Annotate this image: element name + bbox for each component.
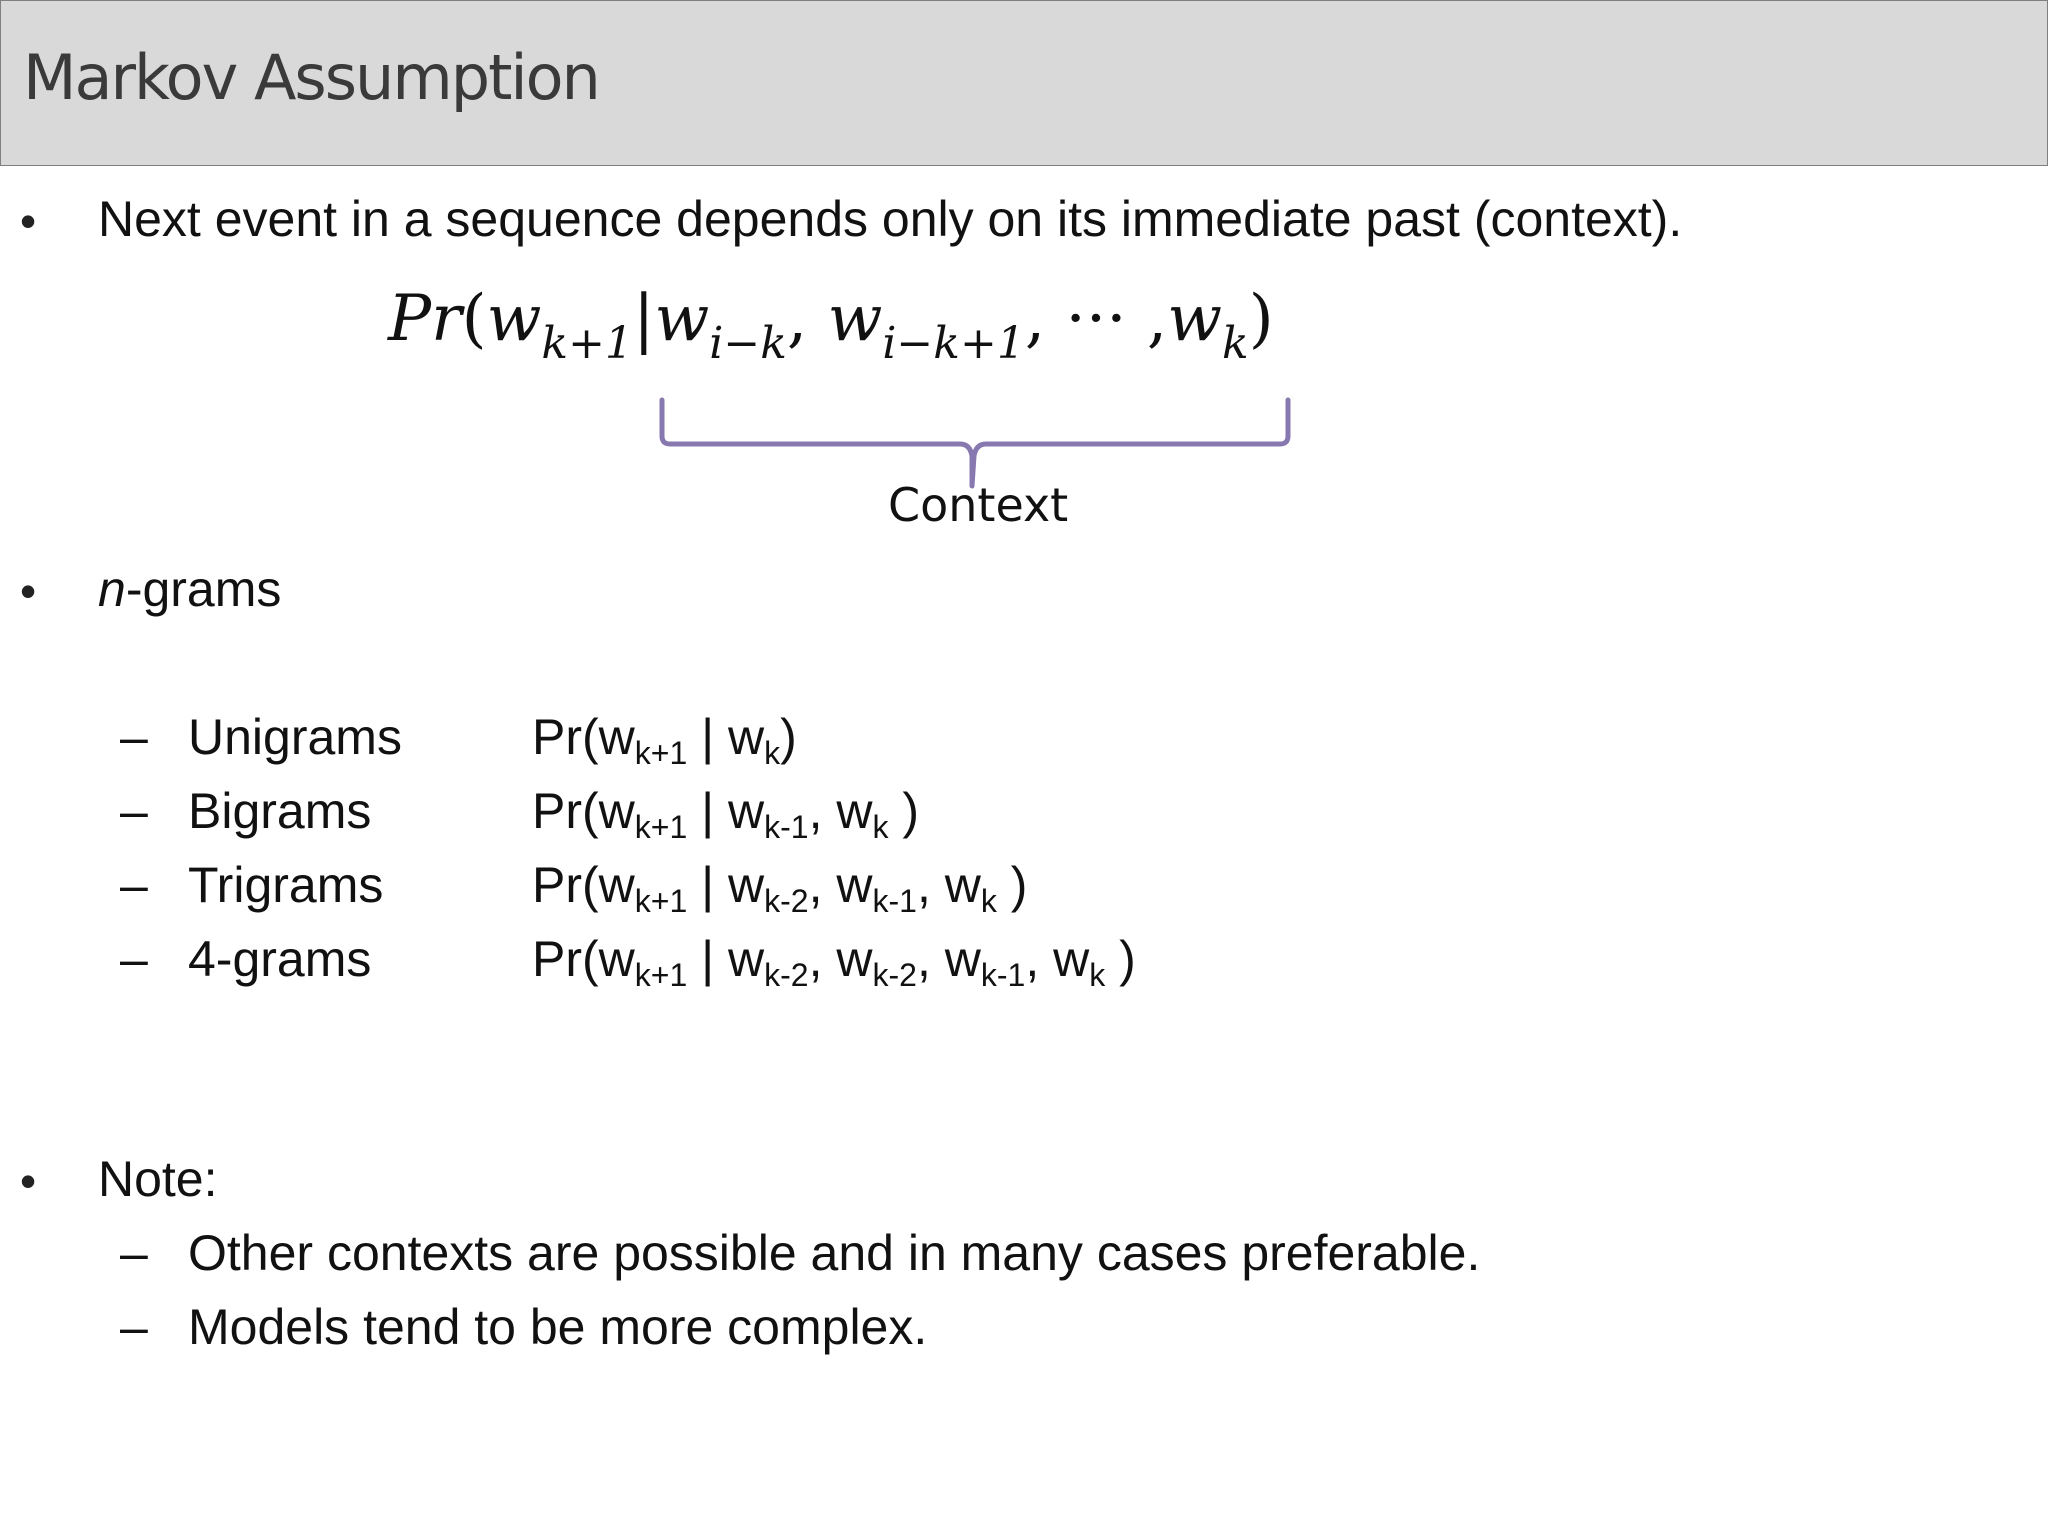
ngram-expr-subscript: k-1 [872,883,917,919]
ngram-name: Unigrams [188,709,402,765]
bullet-text-markov: Next event in a sequence depends only on its immediate past (context). [98,191,1683,247]
ngram-expression [532,856,1028,919]
ngram-expr-text: | w [687,857,765,913]
ngrams-italic-n: n [98,561,126,617]
ngram-expr-text: , w [916,931,981,987]
note-text-1: Other contexts are possible and in many cases preferable. [188,1225,1481,1281]
ngram-expr-subscript: k-2 [872,957,917,993]
formula-sub-1: i−k [709,318,787,369]
bullet-marker-2: • [20,565,37,617]
formula-w-2: w [827,282,883,356]
ngram-expr-text: ) [780,709,797,765]
ngram-dash: – [120,709,148,765]
ngram-expression [532,708,797,771]
ngram-expr-text: | w [687,709,765,765]
formula-dots: ··· [1065,282,1127,356]
formula-comma-2: , [1024,282,1046,356]
ngram-expr-subscript: k [872,809,889,845]
ngram-expr-prefix: Pr(w [532,783,635,839]
ngram-expr-text: | w [687,931,765,987]
ngram-expr-subscript: k-1 [764,809,809,845]
formula-sub-2: i−k+1 [882,318,1025,369]
ngram-dash: – [120,783,148,839]
ngram-expr-prefix: Pr(w [532,931,635,987]
slide-title: Markov Assumption [23,41,599,114]
ngram-expr-prefix: Pr(w [532,857,635,913]
bullet-text-ngrams [98,560,281,618]
ngram-expr-text: , w [1025,931,1090,987]
ngram-expr-text: , w [808,931,873,987]
ngram-expr-text: ) [1105,931,1136,987]
formula-sub-last: k [1222,318,1249,369]
ngram-expr-text: , w [808,857,873,913]
formula-w-last: w [1167,282,1223,356]
ngram-expr-text: , w [808,783,873,839]
ngram-name: Bigrams [188,783,372,839]
ngram-expr-prefix: Pr(w [532,709,635,765]
ngram-expr-text: ) [996,857,1028,913]
ngram-expression [532,930,1136,993]
ngram-expr-subscript: k-1 [980,957,1026,993]
ngram-expr-subscript: k [1089,957,1106,993]
ngram-expr-subscript: k-2 [764,957,809,993]
note-dash-1: – [120,1225,148,1281]
ngram-expr-subscript: k+1 [634,957,688,993]
formula-w-1: w [654,282,710,356]
ngrams-suffix: -grams [125,561,282,617]
formula-comma-3: , [1146,282,1168,356]
ngram-expr-subscript: k+1 [634,883,688,919]
ngram-name: Trigrams [188,857,384,913]
ngram-expr-text: | w [687,783,765,839]
ngram-expr-subscript: k [980,883,997,919]
note-dash-2: – [120,1299,148,1355]
ngram-name: 4-grams [188,931,372,987]
ngram-expression [532,782,920,845]
formula-w-target: w [486,282,542,356]
context-brace-path [662,400,1288,486]
formula-pr: Pr [388,282,462,356]
ngram-expr-text: , w [916,857,981,913]
ngram-dash: – [120,857,148,913]
formula-sub-target: k+1 [541,318,633,369]
ngram-expr-subscript: k+1 [634,809,688,845]
ngram-expr-subscript: k+1 [634,735,688,771]
formula-bar: | [632,282,655,356]
ngram-expr-text: ) [888,783,920,839]
bullet-text-note: Note: [98,1151,218,1207]
formula-comma-1: , [786,282,808,356]
bullet-marker-3: • [20,1155,37,1207]
formula-open-paren: ( [461,282,487,356]
bullet-marker-1: • [20,195,37,247]
formula-close-paren: ) [1248,282,1274,356]
ngram-expr-subscript: k [764,735,781,771]
context-label: Context [888,478,1069,532]
note-text-2: Models tend to be more complex. [188,1299,928,1355]
ngram-dash: – [120,931,148,987]
ngram-expr-subscript: k-2 [764,883,809,919]
